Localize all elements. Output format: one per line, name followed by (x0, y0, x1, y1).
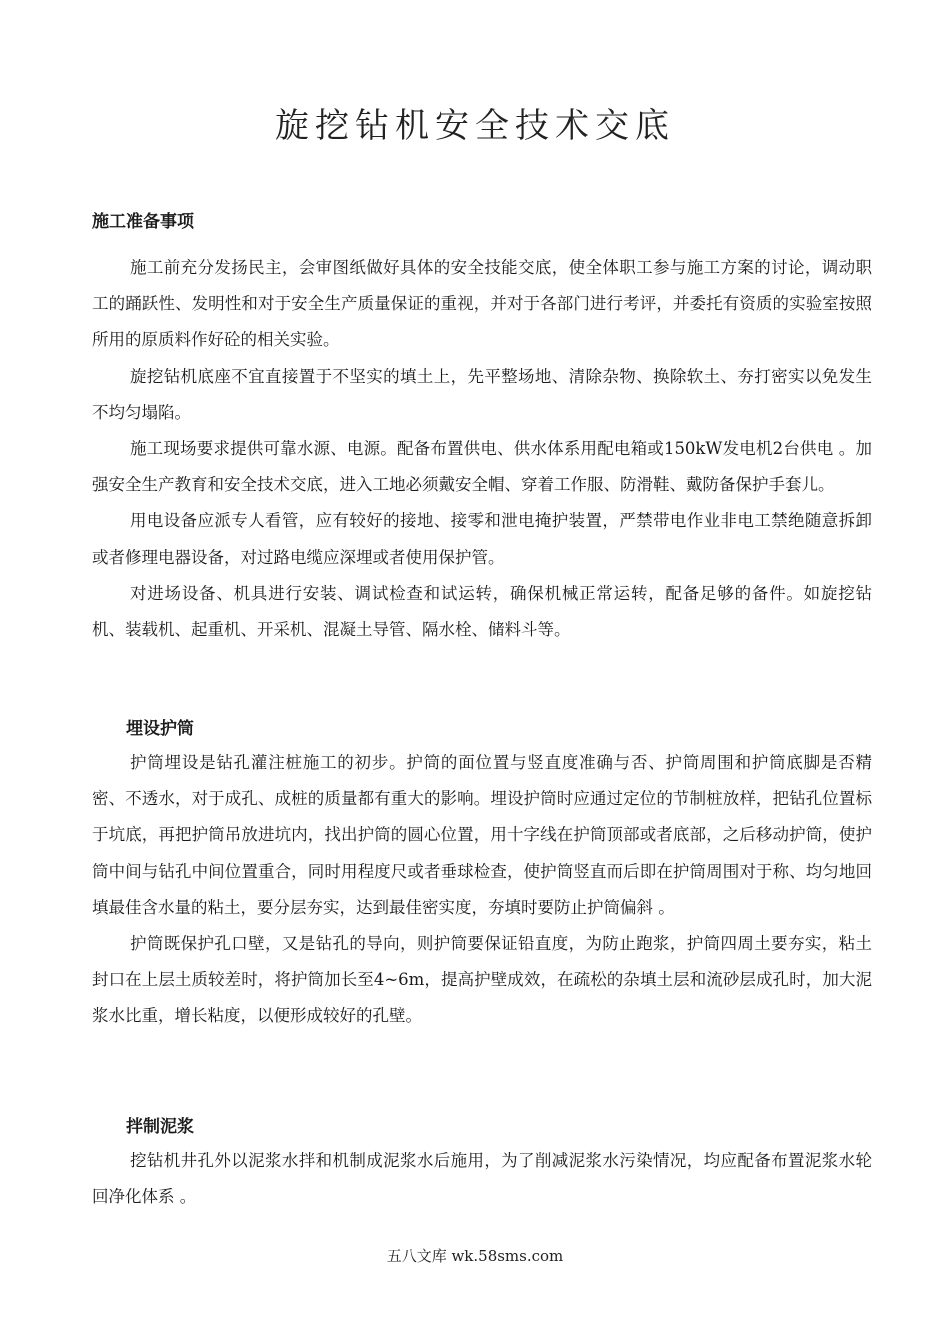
paragraph: 护筒既保护孔口壁，又是钻孔的导向，则护筒要保证铅直度，为防止跑浆，护筒四周土要夯实，粘土封口在上层土质较差时，将护筒加长至4~6m，提高护壁成效，在疏松的杂填土层和流砂层成孔时，加大泥浆水比重，增长粘度，以便形成较好的孔壁。 (92, 934, 872, 1026)
paragraph: 施工现场要求提供可靠水源、电源。配备布置供电、供水体系用配电箱或150kW发电机2台供电 。加强安全生产教育和安全技术交底，进入工地必须戴安全帽、穿着工作服、防滑鞋、戴防备保护手套儿。 (92, 439, 872, 495)
paragraph: 对进场设备、机具进行安装、调试检查和试运转，确保机械正常运转，配备足够的备件。如旋挖钻机、装载机、起重机、开采机、混凝土导管、隔水栓、储料斗等。 (92, 583, 872, 640)
paragraph: 用电设备应派专人看管，应有较好的接地、接零和泄电掩护装置，严禁带电作业非电工禁绝随意拆卸或者修理电器设备，对过路电缆应深埋或者使用保护管。 (92, 511, 872, 567)
document-title: 旋挖钻机安全技术交底 (275, 106, 675, 146)
section-mud-mixing (92, 1113, 872, 1215)
paragraph: 护筒埋设是钻孔灌注桩施工的初步。护筒的面位置与竖直度准确与否、护筒周围和护筒底脚是否精密、不透水，对于成孔、成桩的质量都有重大的影响。埋设护筒时应通过定位的节制桩放样，把钻孔位置标于坑底，再把护筒吊放进坑内，找出护筒的圆心位置，用十字线在护筒顶部或者底部，之后移动护筒，使护筒中间与钻孔中间位置重合，同时用程度尺或者垂球检查，使护筒竖直而后即在护筒周围对于称、均匀地回填最佳含水量的粘土，要分层夯实，达到最佳密实度，夯填时要防止护筒偏斜 。 (92, 753, 872, 917)
section-heading: 拌制泥浆 (126, 1117, 194, 1137)
section-heading: 埋设护筒 (126, 719, 194, 739)
paragraph: 施工前充分发扬民主，会审图纸做好具体的安全技能交底，使全体职工参与施工方案的讨论，调动职工的踊跃性、发明性和对于安全生产质量保证的重视，并对于各部门进行考评，并委托有资质的实验室按照所用的原质料作好砼的相关实验。 (92, 258, 872, 350)
paragraph: 旋挖钻机底座不宜直接置于不坚实的填土上，先平整场地、清除杂物、换除软土、夯打密实以免发生不均匀塌陷。 (92, 366, 872, 422)
section-construction-preparation (92, 208, 872, 648)
paragraph: 挖钻机井孔外以泥浆水拌和机制成泥浆水后施用，为了削减泥浆水污染情况，均应配备布置泥浆水轮回净化体系 。 (92, 1151, 872, 1207)
section-casing-burial (92, 715, 872, 1035)
footer-source: 五八文库 wk.58sms.com (386, 1247, 564, 1265)
section-heading: 施工准备事项 (92, 212, 194, 232)
